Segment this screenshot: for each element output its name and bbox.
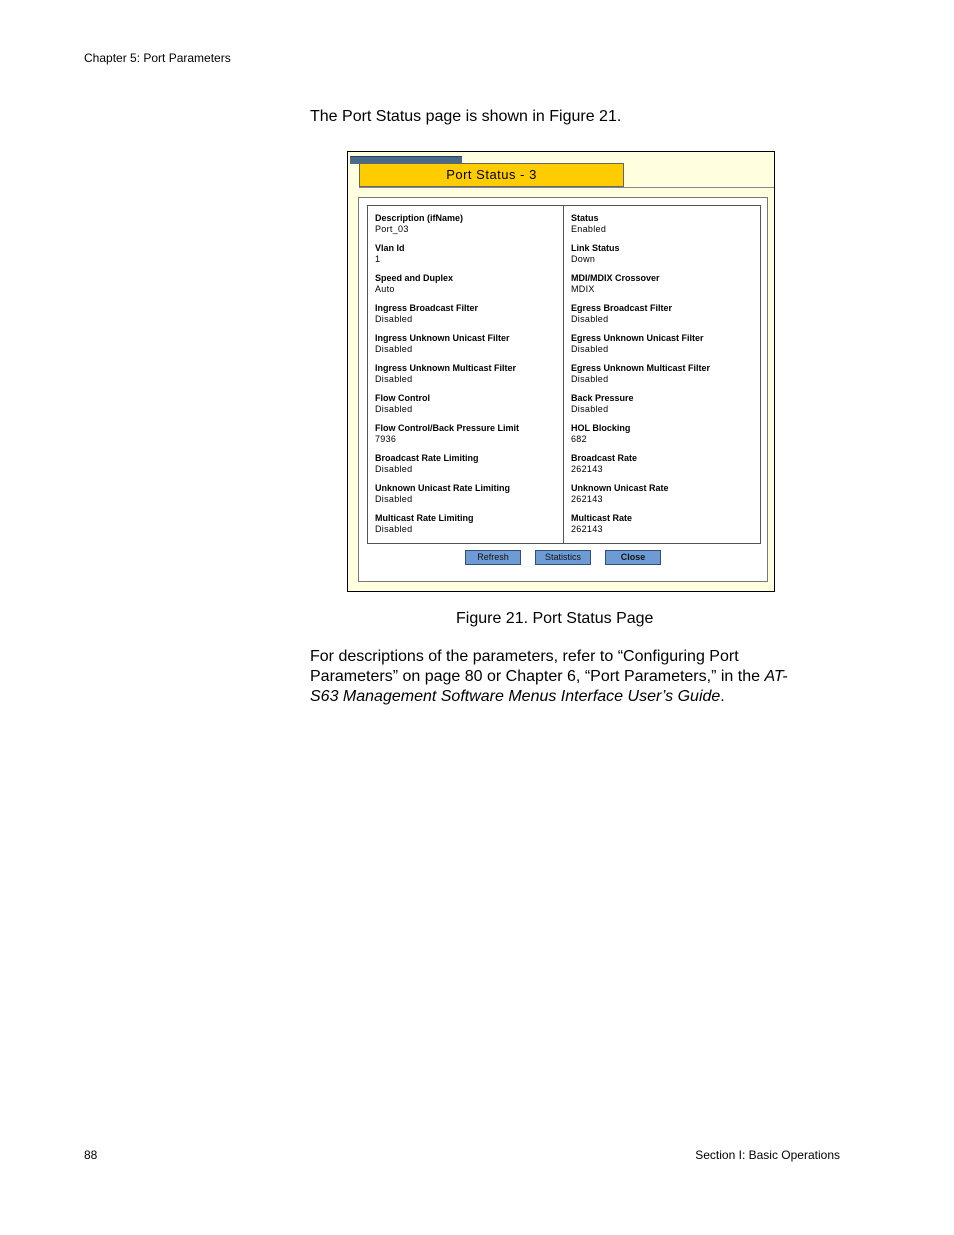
port-status-screenshot xyxy=(347,151,775,592)
field-label: Speed and Duplex xyxy=(375,273,454,283)
field-unknown-unicast-rate-limiting xyxy=(375,483,563,513)
field-label: Ingress Broadcast Filter xyxy=(375,303,479,313)
field-label: MDI/MDIX Crossover xyxy=(571,273,660,283)
field-egress-unknown-unicast-filter xyxy=(571,333,760,363)
left-column xyxy=(368,206,564,543)
field-status xyxy=(571,213,760,243)
field-value: Disabled xyxy=(571,344,609,354)
intro-text: The Port Status page is shown in Figure 21. xyxy=(310,108,622,125)
status-grid xyxy=(367,205,761,544)
field-value: Disabled xyxy=(375,404,413,414)
paragraph-text: For descriptions of the parameters, refer to “Configuring Port Parameters” on page 80 or Chapter 6, “Port Parameters,” in the xyxy=(310,648,765,685)
field-multicast-rate xyxy=(571,513,760,543)
field-value: Disabled xyxy=(375,344,413,354)
field-ingress-unknown-unicast-filter xyxy=(375,333,563,363)
statistics-button[interactable]: Statistics xyxy=(535,550,591,565)
field-value: 7936 xyxy=(375,434,397,444)
right-column xyxy=(564,206,760,543)
field-link-status xyxy=(571,243,760,273)
field-label: HOL Blocking xyxy=(571,423,631,433)
figure-caption: Figure 21. Port Status Page xyxy=(456,610,654,627)
field-label: Broadcast Rate xyxy=(571,453,638,463)
section-footer: Section I: Basic Operations xyxy=(695,1148,840,1162)
field-broadcast-rate xyxy=(571,453,760,483)
field-value: Disabled xyxy=(375,374,413,384)
window-title: Port Status - 3 xyxy=(359,163,624,187)
field-value: Disabled xyxy=(375,314,413,324)
field-value: Auto xyxy=(375,284,395,294)
running-header: Chapter 5: Port Parameters xyxy=(84,51,231,65)
field-label: Link Status xyxy=(571,243,620,253)
field-value: Disabled xyxy=(571,374,609,384)
close-button[interactable]: Close xyxy=(605,550,661,565)
field-broadcast-rate-limiting xyxy=(375,453,563,483)
field-value: Disabled xyxy=(571,314,609,324)
page-number: 88 xyxy=(84,1148,98,1162)
field-label: Unknown Unicast Rate xyxy=(571,483,669,493)
field-value: Disabled xyxy=(375,524,413,534)
field-flow-control xyxy=(375,393,563,423)
field-label: Description (ifName) xyxy=(375,213,464,223)
field-back-pressure-limit xyxy=(375,423,563,453)
field-mdi-mdix xyxy=(571,273,760,303)
field-speed-duplex xyxy=(375,273,563,303)
field-label: Multicast Rate Limiting xyxy=(375,513,474,523)
field-label: Ingress Unknown Multicast Filter xyxy=(375,363,517,373)
field-egress-broadcast-filter xyxy=(571,303,760,333)
field-value: Disabled xyxy=(375,494,413,504)
field-value: Port_03 xyxy=(375,224,409,234)
field-label: Flow Control/Back Pressure Limit xyxy=(375,423,520,433)
field-value: MDIX xyxy=(571,284,595,294)
button-row xyxy=(359,550,767,566)
reference-paragraph xyxy=(310,647,810,707)
field-label: Egress Unknown Multicast Filter xyxy=(571,363,711,373)
field-ingress-broadcast-filter xyxy=(375,303,563,333)
field-value: Enabled xyxy=(571,224,607,234)
field-value: 1 xyxy=(375,254,381,264)
field-label: Egress Unknown Unicast Filter xyxy=(571,333,704,343)
field-label: Flow Control xyxy=(375,393,430,403)
field-label: Back Pressure xyxy=(571,393,634,403)
field-description xyxy=(375,213,563,243)
field-value: 682 xyxy=(571,434,587,444)
field-egress-unknown-multicast-filter xyxy=(571,363,760,393)
field-back-pressure xyxy=(571,393,760,423)
field-label: Broadcast Rate Limiting xyxy=(375,453,479,463)
field-label: Multicast Rate xyxy=(571,513,633,523)
guide-title: AT-S63 Management Software Menus Interface User’s Guide xyxy=(310,668,788,705)
field-value: 262143 xyxy=(571,464,603,474)
field-label: Status xyxy=(571,213,599,223)
field-ingress-unknown-multicast-filter xyxy=(375,363,563,393)
field-vlan-id xyxy=(375,243,563,273)
field-label: Ingress Unknown Unicast Filter xyxy=(375,333,510,343)
field-label: Egress Broadcast Filter xyxy=(571,303,673,313)
field-value: Disabled xyxy=(375,464,413,474)
refresh-button[interactable]: Refresh xyxy=(465,550,521,565)
field-value: 262143 xyxy=(571,524,603,534)
field-value: 262143 xyxy=(571,494,603,504)
field-label: Vlan Id xyxy=(375,243,405,253)
status-panel xyxy=(358,197,768,582)
field-value: Disabled xyxy=(571,404,609,414)
field-hol-blocking xyxy=(571,423,760,453)
paragraph-end: . xyxy=(720,688,725,705)
field-value: Down xyxy=(571,254,596,264)
title-divider xyxy=(359,187,774,188)
field-label: Unknown Unicast Rate Limiting xyxy=(375,483,511,493)
field-unknown-unicast-rate xyxy=(571,483,760,513)
field-multicast-rate-limiting xyxy=(375,513,563,543)
